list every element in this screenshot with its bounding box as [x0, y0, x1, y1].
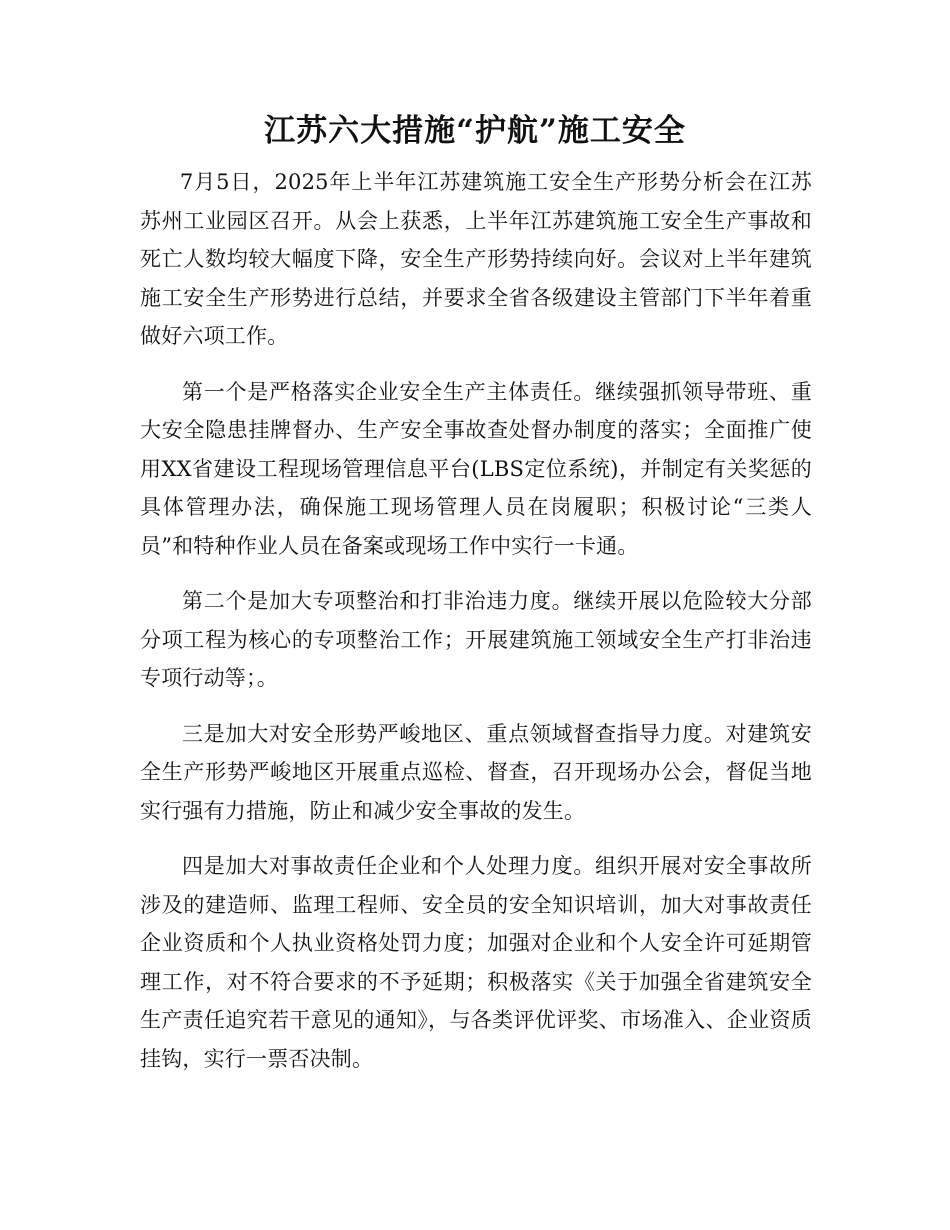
paragraph-intro: 7月5日，2025年上半年江苏建筑施工安全生产形势分析会在江苏苏州工业园区召开。从会上获悉，上半年江苏建筑施工安全生产事故和死亡人数均较大幅度下降，安全生产形势持续向好。会议对上半年建筑施工安全生产形势进行总结，并要求全省各级建设主管部门下半年着重做好六项工作。: [140, 170, 812, 348]
paragraph-measure-4: 四是加大对事故责任企业和个人处理力度。组织开展对安全事故所涉及的建造师、监理工程师、安全员的安全知识培训，加大对事故责任企业资质和个人执业资格处罚力度；加强对企业和个人安全许可延期管理工作，对不符合要求的不予延期；积极落实《关于加强全省建筑安全生产责任追究若干意见的通知》，与各类评优评奖、市场准入、企业资质挂钩，实行一票否决制。: [140, 854, 812, 1071]
paragraph-measure-1: 第一个是严格落实企业安全生产主体责任。继续强抓领导带班、重大安全隐患挂牌督办、生产安全事故查处督办制度的落实；全面推广使用XX省建设工程现场管理信息平台(LBS定位系统)，并制定有关奖惩的具体管理办法，确保施工现场管理人员在岗履职；积极讨论“三类人员”和特种作业人员在备案或现场工作中实行一卡通。: [140, 379, 812, 558]
paragraph-measure-3: 三是加大对安全形势严峻地区、重点领域督查指导力度。对建筑安全生产形势严峻地区开展重点巡检、督查，召开现场办公会，督促当地实行强有力措施，防止和减少安全事故的发生。: [140, 721, 812, 823]
paragraph-measure-2: 第二个是加大专项整治和打非治违力度。继续开展以危险较大分部分项工程为核心的专项整治工作；开展建筑施工领域安全生产打非治违专项行动等；。: [140, 589, 812, 690]
document-title: 江苏六大措施“护航”施工安全: [264, 113, 686, 149]
document-body: [140, 163, 812, 1078]
